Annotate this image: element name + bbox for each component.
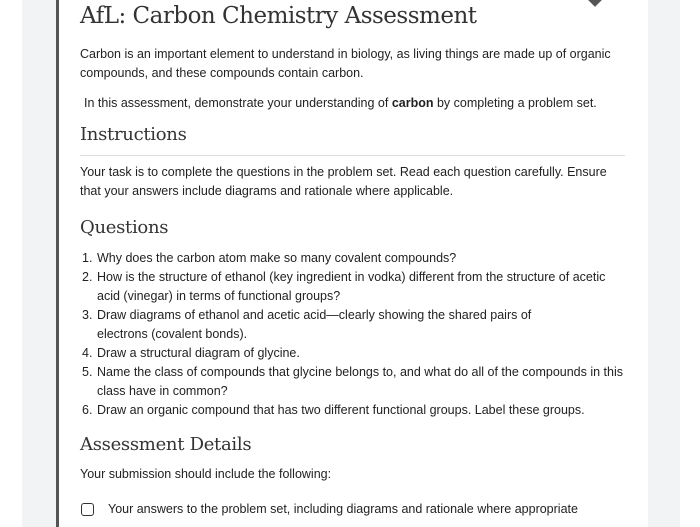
item-text: Draw a structural diagram of glycine. <box>97 346 300 360</box>
checklist-label: Your answers to the problem set, including diagrams and rationale where appropriate <box>108 502 578 516</box>
intro2-bold: carbon <box>391 96 434 110</box>
list-item <box>80 249 625 268</box>
intro2-text-end: by completing a problem set. <box>433 96 597 110</box>
list-item <box>80 306 625 344</box>
item-number: 6. <box>82 403 93 417</box>
instructions-heading: Instructions <box>80 124 187 145</box>
item-text: Name the class of compounds that glycine belongs to, and what do all of the compounds in this class have in common? <box>97 365 624 398</box>
item-number: 5. <box>82 365 93 379</box>
intro2-text: In this assessment, demonstrate your understanding of <box>84 96 392 110</box>
questions-heading: Questions <box>80 217 169 238</box>
item-number: 4. <box>82 346 93 360</box>
list-item <box>80 268 625 306</box>
checklist-checkbox[interactable] <box>81 503 94 516</box>
divider <box>80 155 625 156</box>
item-text: Draw an organic compound that has two different functional groups. Label these groups. <box>97 403 585 417</box>
intro-paragraph-2 <box>84 94 634 113</box>
list-item <box>80 363 625 401</box>
details-text: Your submission should include the following: <box>80 467 332 481</box>
item-text: How is the structure of ethanol (key ingredient in vodka) different from the structure of acetic acid (vinegar) in terms of functional groups? <box>97 270 606 303</box>
list-item <box>80 401 625 420</box>
intro-paragraph: Carbon is an important element to understand in biology, as living things are made up of organic compounds, and these compounds contain carbon. <box>80 47 611 80</box>
item-number: 3. <box>82 308 93 322</box>
questions-list <box>80 249 625 420</box>
instructions-text: Your task is to complete the questions in the problem set. Read each question carefully. Ensure that your answers include diagrams and rationale where applicable. <box>80 165 607 198</box>
item-text: Draw diagrams of ethanol and acetic acid—clearly showing the shared pairs of electrons (covalent bonds). <box>97 308 532 341</box>
item-number: 2. <box>82 270 93 284</box>
item-text: Why does the carbon atom make so many covalent compounds? <box>97 251 457 265</box>
page-title: AfL: Carbon Chemistry Assessment <box>80 3 477 29</box>
details-heading: Assessment Details <box>80 434 252 455</box>
list-item <box>80 344 625 363</box>
item-number: 1. <box>82 251 93 265</box>
